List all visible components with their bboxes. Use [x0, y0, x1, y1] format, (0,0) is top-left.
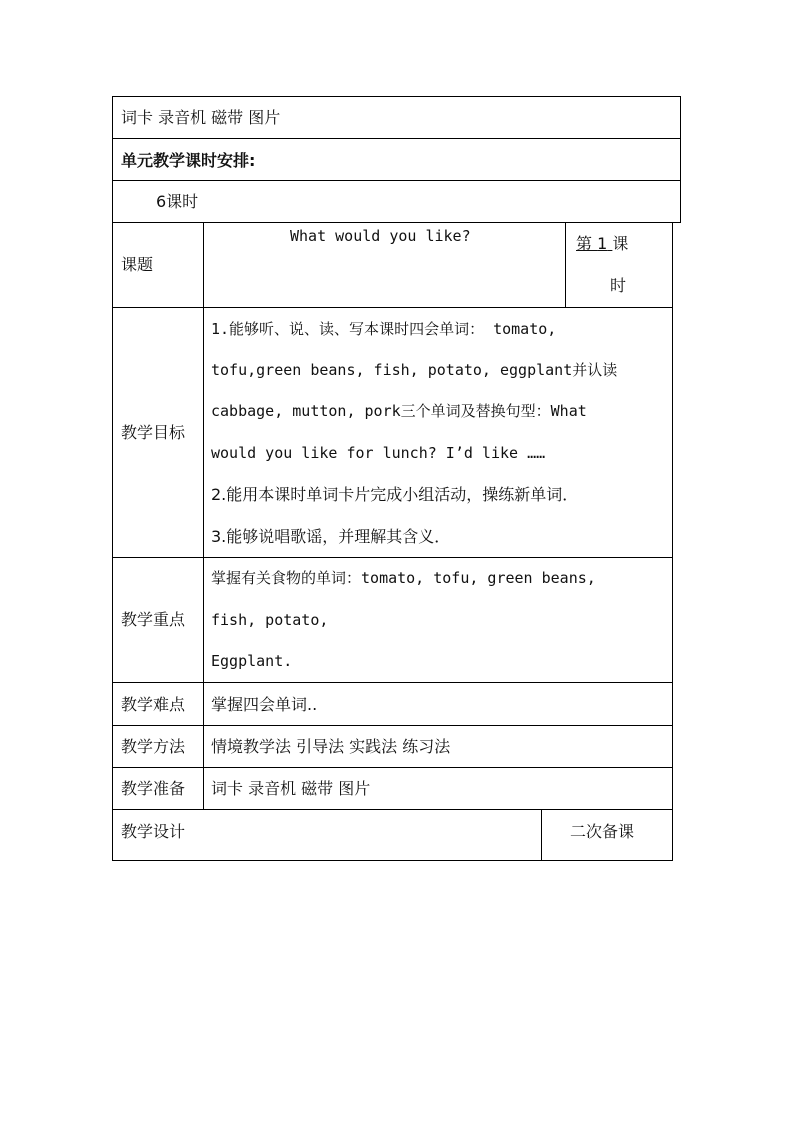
secondary-prep-label: 二次备课	[570, 822, 635, 841]
design-label: 教学设计	[121, 822, 186, 841]
materials-top-text: 词卡 录音机 磁带 图片	[121, 108, 281, 127]
objectives-content-cell	[203, 307, 673, 558]
preparation-label: 教学准备	[121, 779, 186, 798]
period-number: 第 1	[576, 234, 608, 253]
objectives-line-6: 3.能够说唱歌谣，并理解其含义．	[211, 527, 451, 546]
key-points-line-3: Eggplant.	[211, 652, 293, 670]
objectives-line-2: tofu,green beans, fish, potato, eggplant并认读	[211, 361, 618, 379]
objectives-label: 教学目标	[121, 423, 186, 442]
objectives-line-4: would you like for lunch? I’d like ……	[211, 444, 546, 462]
objectives-line-1: 1.能够听、说、读、写本课时四会单词： tomato,	[211, 320, 557, 338]
key-points-label: 教学重点	[121, 610, 186, 629]
period-last: 时	[610, 276, 627, 295]
period-label: 第 1 课	[576, 234, 629, 253]
topic-title: What would you like?	[290, 227, 471, 245]
methods-label: 教学方法	[121, 737, 186, 756]
preparation-value: 词卡 录音机 磁带 图片	[211, 779, 371, 798]
objectives-line-3: cabbage, mutton, pork三个单词及替换句型：What	[211, 402, 587, 420]
unit-schedule-value: 6课时	[156, 192, 199, 211]
difficulties-label: 教学难点	[121, 695, 186, 714]
key-points-line-2: fish, potato,	[211, 611, 329, 629]
objectives-line-5: 2.能用本课时单词卡片完成小组活动，操练新单词．	[211, 485, 579, 504]
topic-label: 课题	[121, 255, 154, 274]
difficulties-value: 掌握四会单词..	[211, 695, 318, 714]
key-points-line-1: 掌握有关食物的单词：tomato, tofu, green beans,	[211, 569, 596, 587]
methods-value: 情境教学法 引导法 实践法 练习法	[211, 737, 451, 756]
unit-schedule-label: 单元教学课时安排:	[121, 151, 256, 170]
